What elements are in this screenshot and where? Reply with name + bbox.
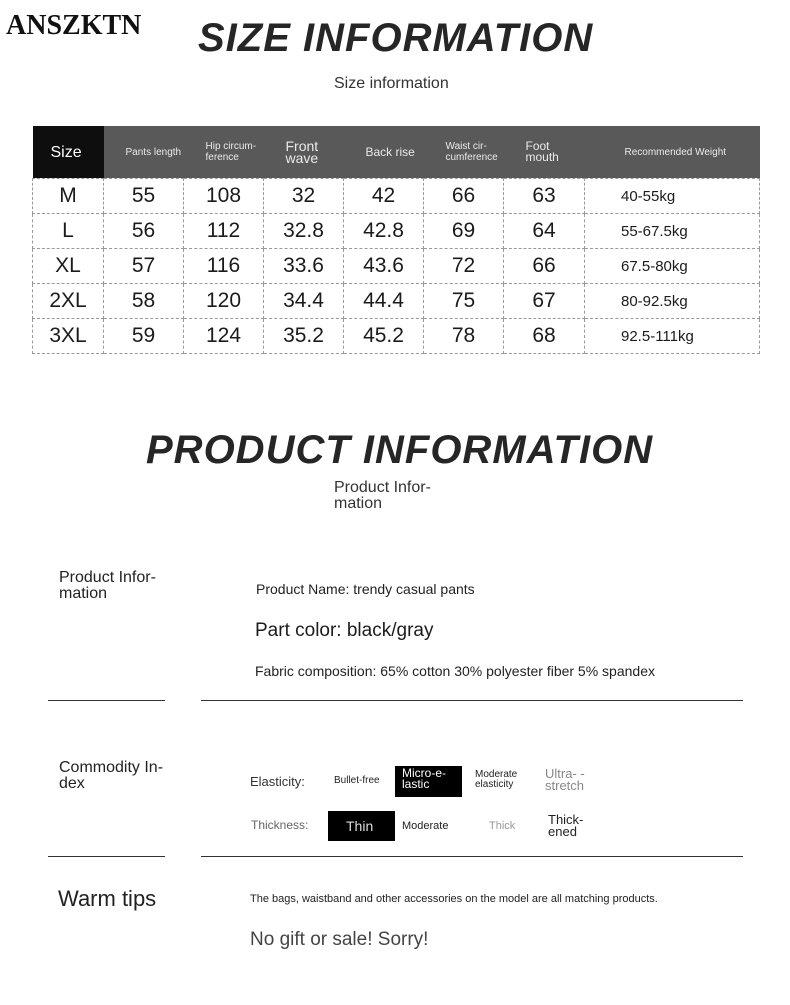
table-row [33,179,760,214]
cell-waist-circumference: 72 [424,249,504,284]
cell-recommended-weight: 80-92.5kg [585,284,760,319]
header-cell-size: Size [33,126,104,179]
divider [48,856,165,857]
warm-tips-label: Warm tips [58,886,157,911]
cell-back-rise: 45.2 [344,319,424,354]
elasticity-option-micro-elastic-selected: Micro-e- lastic [395,766,462,797]
warm-tips-no-gift-note: No gift or sale! Sorry! [250,929,429,950]
cell-recommended-weight: 55-67.5kg [585,214,760,249]
cell-size: M [33,179,104,214]
table-row [33,214,760,249]
header-cell-recommended-weight: Recommended Weight [585,126,760,179]
header-cell-hip-circumference: Hip circum- ference [184,126,264,179]
cell-pants-length: 55 [104,179,184,214]
elasticity-label: Elasticity: [250,774,305,789]
divider [201,856,743,857]
cell-pants-length: 59 [104,319,184,354]
cell-foot-mouth: 64 [504,214,585,249]
cell-size: XL [33,249,104,284]
cell-foot-mouth: 68 [504,319,585,354]
cell-foot-mouth: 67 [504,284,585,319]
cell-back-rise: 42 [344,179,424,214]
cell-back-rise: 42.8 [344,214,424,249]
cell-hip-circumference: 112 [184,214,264,249]
cell-pants-length: 57 [104,249,184,284]
thickness-option-thick: Thick [489,820,516,832]
size-information-title: SIZE INFORMATION [198,16,594,60]
product-name: Product Name: trendy casual pants [256,581,475,597]
cell-front-wave: 35.2 [264,319,344,354]
cell-front-wave: 32 [264,179,344,214]
cell-foot-mouth: 66 [504,249,585,284]
cell-recommended-weight: 92.5-111kg [585,319,760,354]
cell-hip-circumference: 120 [184,284,264,319]
cell-back-rise: 43.6 [344,249,424,284]
elasticity-option-moderate: Moderate elasticity [475,769,518,790]
commodity-index-label: Commodity In- dex [59,759,164,792]
table-row [33,284,760,319]
cell-size: L [33,214,104,249]
cell-waist-circumference: 66 [424,179,504,214]
divider [48,700,165,701]
product-information-title: PRODUCT INFORMATION [146,428,654,472]
cell-recommended-weight: 40-55kg [585,179,760,214]
divider [201,700,743,701]
header-cell-waist-circumference: Waist cir- cumference [424,126,504,179]
cell-front-wave: 33.6 [264,249,344,284]
brand-logo: ANSZKTN [6,10,142,41]
table-row [33,249,760,284]
size-information-subtitle: Size information [334,75,449,92]
cell-pants-length: 58 [104,284,184,319]
part-color: Part color: black/gray [255,620,434,641]
cell-size: 2XL [33,284,104,319]
header-cell-front-wave: Front wave [264,126,344,179]
thickness-option-thickened: Thick- ened [548,812,584,839]
thickness-option-moderate: Moderate [402,820,449,832]
cell-size: 3XL [33,319,104,354]
cell-hip-circumference: 116 [184,249,264,284]
thickness-label: Thickness: [251,818,309,832]
product-info-label: Product Infor- mation [59,569,156,602]
cell-pants-length: 56 [104,214,184,249]
cell-waist-circumference: 69 [424,214,504,249]
cell-hip-circumference: 108 [184,179,264,214]
cell-waist-circumference: 78 [424,319,504,354]
header-cell-foot-mouth: Foot mouth [504,126,585,179]
size-table-header-row [33,126,760,179]
elasticity-option-ultra-stretch: Ultra- -stretch [545,766,585,793]
product-information-subtitle: Product Infor- mation [334,479,431,512]
cell-hip-circumference: 124 [184,319,264,354]
cell-recommended-weight: 67.5-80kg [585,249,760,284]
table-row [33,319,760,354]
thickness-option-thin-selected: Thin [328,811,395,841]
header-cell-back-rise: Back rise [344,126,424,179]
elasticity-option-bullet-free: Bullet-free [334,775,380,786]
size-table [32,126,760,354]
cell-back-rise: 44.4 [344,284,424,319]
cell-front-wave: 32.8 [264,214,344,249]
cell-waist-circumference: 75 [424,284,504,319]
header-cell-pants-length: Pants length [104,126,184,179]
cell-foot-mouth: 63 [504,179,585,214]
warm-tips-accessories-note: The bags, waistband and other accessories on the model are all matching products. [250,893,658,905]
cell-front-wave: 34.4 [264,284,344,319]
fabric-composition: Fabric composition: 65% cotton 30% polyester fiber 5% spandex [255,663,655,679]
